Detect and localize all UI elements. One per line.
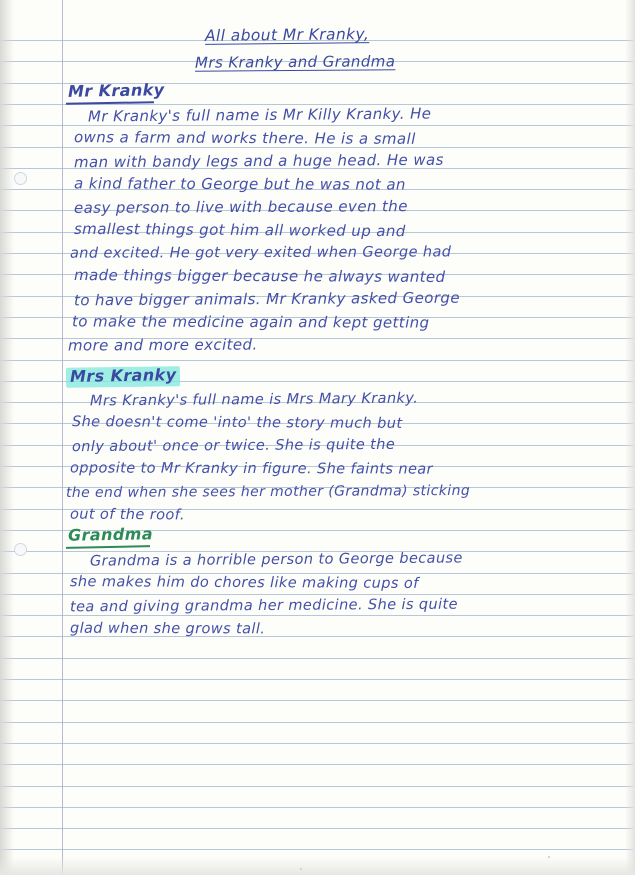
handwritten-line: the end when she sees her mother (Grandma) sticking: [65, 482, 471, 502]
page-title-line-2: Mrs Kranky and Grandma: [194, 52, 396, 72]
handwritten-line: a kind father to George but he was not an: [73, 174, 406, 194]
handwritten-line: out of the roof.: [69, 506, 185, 524]
handwritten-line: and excited. He got very exited when George had: [69, 244, 452, 262]
handwritten-line: she makes him do chores like making cups of: [69, 574, 419, 592]
handwritten-line: Grandma is a horrible person to George because: [89, 550, 463, 570]
section-heading-mr-kranky: Mr Kranky: [67, 80, 165, 101]
handwritten-line: glad when she grows tall.: [69, 620, 266, 638]
handwritten-line: made things bigger because he always wanted: [73, 266, 446, 286]
handwritten-line: opposite to Mr Kranky in figure. She faints near: [69, 460, 433, 478]
handwritten-line: only about' once or twice. She is quite the: [71, 436, 396, 456]
paper-speck: [300, 868, 302, 870]
handwritten-line: more and more excited.: [67, 335, 258, 355]
handwritten-line: owns a farm and works there. He is a small: [73, 128, 416, 148]
section-heading-grandma: Grandma: [67, 524, 154, 545]
paper-speck: [548, 856, 550, 858]
handwritten-line: tea and giving grandma her medicine. She is quite: [69, 596, 458, 616]
handwritten-line: to make the medicine again and kept getting: [71, 312, 430, 332]
handwritten-line: Mrs Kranky's full name is Mrs Mary Kranky.: [89, 390, 419, 410]
handwritten-line: She doesn't come 'into' the story much but: [71, 414, 403, 432]
section-heading-underline-green: [66, 545, 150, 549]
section-heading-mrs-kranky: Mrs Kranky: [69, 365, 177, 386]
handwritten-line: man with bandy legs and a huge head. He was: [73, 150, 444, 172]
handwritten-line: smallest things got him all worked up and: [73, 219, 406, 241]
handwritten-line: Mr Kranky's full name is Mr Killy Kranky. He: [87, 104, 432, 126]
page-title-line-1: All about Mr Kranky,: [204, 25, 370, 45]
handwritten-line: to have bigger animals. Mr Kranky asked George: [73, 288, 461, 310]
section-heading-underline: [66, 101, 154, 105]
handwritten-line: easy person to live with because even the: [73, 197, 408, 217]
